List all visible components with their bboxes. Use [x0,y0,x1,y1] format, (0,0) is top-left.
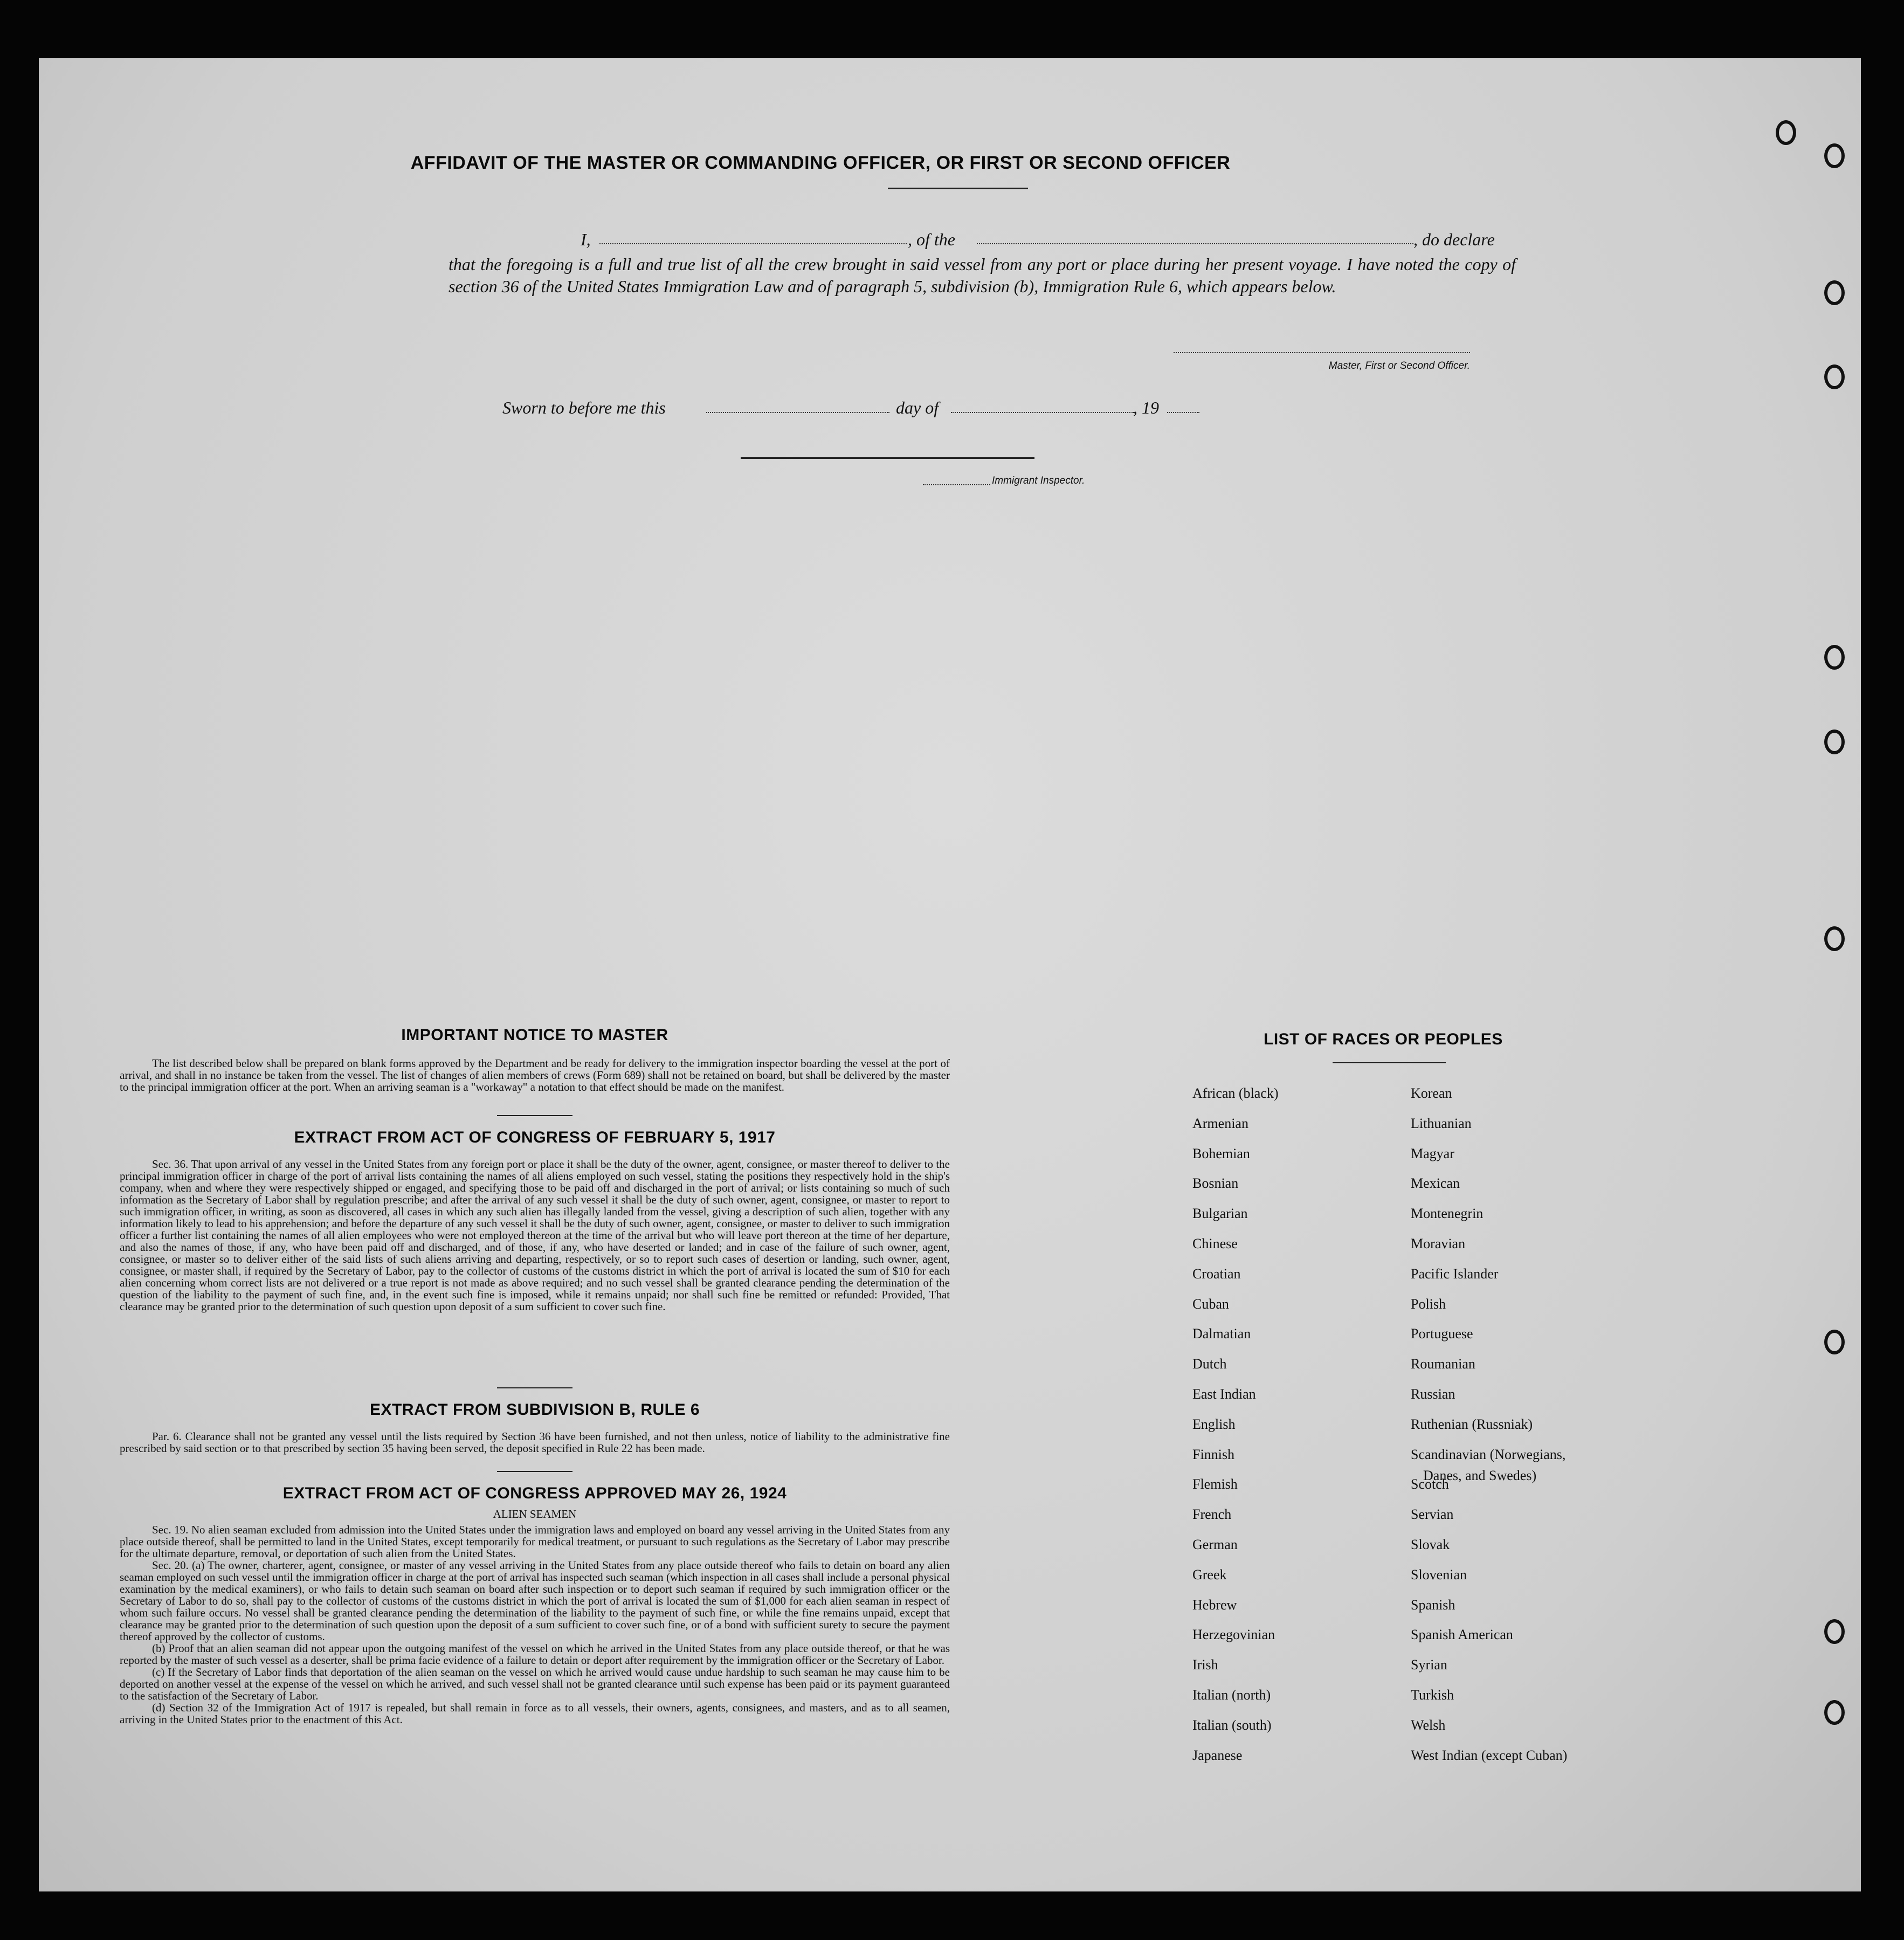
races-title: LIST OF RACES OR PEOPLES [1264,1030,1503,1048]
race-item: Irish [1192,1657,1218,1673]
race-item: Italian (south) [1192,1717,1272,1733]
vessel-blank [977,243,1413,244]
race-item: Danes, and Swedes) [1423,1468,1537,1483]
name-blank [599,243,907,244]
sec19-text: Sec. 19. No alien seaman excluded from admission into the United States under the immigration laws and employed on board any vessel arriving in the United States from any place outside thereof, shall be permitted to land in the United States, except temporarily for medical treatment, or pursuant to such regulations as the Secretary of Labor may prescribe for the ultimate departure, removal, or deportation of such alien from the United States. [120,1523,950,1560]
section-rule [497,1471,572,1472]
race-item: Magyar [1411,1145,1454,1161]
rule6-body: Par. 6. Clearance shall not be granted any vessel until the lists required by Section 36 have been furnished, and not then unless, notice of liability to the administrative fine prescribed by said section or to that prescribed by section 35 having been served, the deposit specified in Rule 22 has been made. [120,1430,950,1455]
binder-hole-icon [1824,280,1845,305]
race-item: Montenegrin [1411,1206,1484,1222]
year-blank [1167,412,1199,413]
binder-hole-icon [1824,730,1845,754]
binder-hole-icon [1824,143,1845,168]
race-item: Spanish [1411,1597,1455,1613]
race-item: Croatian [1192,1265,1241,1282]
race-item: Russian [1411,1386,1455,1402]
extract-1924-title: EXTRACT FROM ACT OF CONGRESS APPROVED MAY 26, 1924 [282,1484,787,1502]
extract-1924-subtitle: ALIEN SEAMEN [493,1508,577,1521]
master-caption: Master, First or Second Officer. [1328,360,1470,372]
race-item: Servian [1411,1506,1454,1523]
race-item: Scandinavian (Norwegians, [1411,1446,1566,1462]
sworn-label: Sworn to before me this [502,398,666,417]
race-item: Scotch [1411,1476,1449,1492]
binder-hole-icon [1824,926,1845,951]
affidavit-body: that the foregoing is a full and true list of all the crew brought in said vessel from any port or place during her present voyage. I have noted the copy of section 36 of the United States Immigration Law and of paragraph 5, subdivision (b), Immigration Rule 6, which appears below. [449,254,1516,296]
race-item: French [1192,1506,1232,1523]
rule6-title: EXTRACT FROM SUBDIVISION B, RULE 6 [369,1401,700,1419]
race-item: Cuban [1192,1296,1229,1312]
binder-hole-icon [1824,364,1845,389]
sec20b-text: (b) Proof that an alien seaman did not appear upon the outgoing manifest of the vessel on which he arrived in the United States from any place outside thereof, or that he was reported by the master of such vessel as a deserter, shall be prima facie evidence of a failure to detain or deport after requirement by the immigration officer or the Secretary of Labor. [120,1642,950,1667]
race-item: Welsh [1411,1717,1446,1733]
race-item: Dalmatian [1192,1326,1251,1342]
race-item: Syrian [1411,1657,1447,1673]
sec20a-text: Sec. 20. (a) The owner, charterer, agent, consignee, or master of any vessel arriving in the United States from any place outside thereof who fails to detain on board any alien seaman employed on such vessel until the immigration officer in charge at the port of arrival has inspected such seaman (which inspection in all cases shall include a personal physical examination by the medical examiners), or who fails to detain such seaman on board after such inspection or to deport such seaman if required by such immigration officer or the Secretary of Labor to do so, shall pay to the collector of customs of the customs district in which the port of arrival is located the sum of $1,000 for each alien seaman in respect of whom such failure occurs. No vessel shall be granted clearance pending the determination of the liability to the payment of such fine, or while the fine remains unpaid, except that clearance may be granted prior to the determination of such question upon the deposit of a sum sufficient to cover such fine, or of a bond with sufficient surety to secure the payment thereof approved by the collector of customs. [120,1559,950,1643]
race-item: West Indian (except Cuban) [1411,1747,1568,1763]
race-item: Bohemian [1192,1145,1250,1161]
races-title-rule [1333,1062,1446,1063]
affidavit-title: AFFIDAVIT OF THE MASTER OR COMMANDING OFFICER, OR FIRST OR SECOND OFFICER [410,153,1231,173]
race-item: Bosnian [1192,1175,1239,1192]
race-item: German [1192,1537,1238,1552]
inspector-dots [923,484,990,485]
section-rule [497,1115,572,1116]
race-item: Finnish [1192,1446,1235,1462]
binder-hole-icon [1824,1700,1845,1725]
section-rule [497,1387,572,1388]
binder-hole-icon [1824,1619,1845,1644]
sec20d-text: (d) Section 32 of the Immigration Act of 1917 is repealed, but shall remain in force as to all vessels, their owners, agents, consignees, and masters, and as to all seamen, arriving in the United States prior to the enactment of this Act. [120,1701,950,1726]
affidavit-do-declare: , do declare [1413,230,1495,249]
race-item: East Indian [1192,1386,1256,1402]
binder-hole-icon [1824,645,1845,670]
race-item: Greek [1192,1566,1227,1583]
race-item: Portuguese [1411,1326,1473,1342]
extract-1917-title: EXTRACT FROM ACT OF CONGRESS OF FEBRUARY 5, 1917 [294,1129,776,1146]
notice-body: The list described below shall be prepared on blank forms approved by the Department and be ready for delivery to the immigration inspector boarding the vessel at the port of arrival, and shall in no instance be taken from the vessel. The list of changes of alien members of crews (Form 689) shall not be retained on board, but shall be delivered by the master to the principal immigration officer at the port. When an arriving seaman is a "workaway" a notation to that effect should be made on the manifest. [120,1057,950,1093]
title-rule [888,188,1028,189]
race-item: Herzegovinian [1192,1627,1275,1643]
race-item: Ruthenian (Russniak) [1411,1416,1533,1432]
race-item: Armenian [1192,1115,1248,1131]
race-item: Dutch [1192,1356,1227,1372]
notice-title: IMPORTANT NOTICE TO MASTER [401,1026,668,1044]
race-item: Hebrew [1192,1597,1237,1613]
race-item: African (black) [1192,1085,1279,1101]
extract-1917-body: Sec. 36. That upon arrival of any vessel in the United States from any foreign port or place it shall be the duty of the owner, agent, consignee, or master thereof to deliver to the principal immigration officer in charge of the port of arrival lists containing the names of all aliens employed on such vessel, stating the positions they respectively hold in the ship's company, when and where they were respectively shipped or engaged, and specifying those to be paid off and discharged in the port of arrival; or lists containing so much of such information as the Secretary of Labor shall by regulation prescribe; and after the arrival of any such vessel it shall be the duty of such owner, agent, consignee, or master to report to such immigration officer, in writing, as soon as discovered, all cases in which any such alien has illegally landed from the vessel, giving a description of such alien, together with any information likely to lead to his apprehension; and before the departure of any such vessel it shall be the duty of such owner, agent, consignee, or master to deliver to such immigration officer a further list containing the names of all alien employees who were not employed thereon at the time of the arrival but who will leave port thereon at the time of her departure, and also the names of those, if any, who have been paid off and discharged, and of those, if any, who have deserted or landed; and in case of the failure of such owner, agent, consignee, or master so to deliver either of the said lists of such aliens arriving and departing, respectively, or so to report such cases of desertion or landing, such owner, agent, consignee, or master shall, if required by the Secretary of Labor, pay to the collector of customs of the customs district in which the port of arrival is located the sum of $10 for each alien concerning whom correct lists are not delivered or a true report is not made as above required; and no such vessel shall be granted clearance pending the determination of the question of the liability to the payment of such fine, and, in the event such fine is imposed, while it remains unpaid; nor shall such fine be remitted or refunded: Provided, That clearance may be granted prior to the determination of such question upon deposit of a sum sufficient to cover such fine. [120,1158,950,1313]
race-item: Pacific Islander [1411,1265,1499,1282]
extract-1924-body [120,1524,950,1725]
year-label: , 19 [1133,398,1159,417]
day-of-label: day of [896,398,939,417]
master-signature-blank [1174,352,1470,353]
race-item: Flemish [1192,1476,1238,1492]
race-item: Turkish [1411,1687,1454,1703]
race-item: Slovak [1411,1537,1450,1552]
race-item: Moravian [1411,1236,1466,1251]
affidavit-i: I, [581,230,591,249]
affidavit-of-the: , of the [908,230,955,249]
document-page [39,58,1861,1891]
race-item: Japanese [1192,1747,1243,1763]
inspector-caption: Immigrant Inspector. [992,475,1085,486]
race-item: Polish [1411,1296,1446,1312]
race-item: Mexican [1411,1175,1460,1192]
sec20c-text: (c) If the Secretary of Labor finds that deportation of the alien seaman on the vessel on which he arrived would cause undue hardship to such seaman he may cause him to be deported on another vessel at the expense of the vessel on which he arrived, and such vessel shall not be granted clearance until such expense has been paid or its payment guaranteed to the satisfaction of the Secretary of Labor. [120,1666,950,1702]
race-item: English [1192,1416,1236,1432]
binder-hole-icon [1824,1330,1845,1354]
race-item: Roumanian [1411,1356,1475,1372]
race-item: Chinese [1192,1236,1238,1251]
race-item: Bulgarian [1192,1206,1248,1222]
race-item: Korean [1411,1085,1452,1101]
race-item: Slovenian [1411,1566,1467,1583]
binder-hole-icon [1776,120,1796,145]
month-blank [951,412,1134,413]
inspector-signature-line [741,457,1034,459]
race-item: Italian (north) [1192,1687,1271,1703]
race-item: Spanish American [1411,1627,1513,1643]
race-item: Lithuanian [1411,1115,1472,1131]
day-blank [706,412,889,413]
